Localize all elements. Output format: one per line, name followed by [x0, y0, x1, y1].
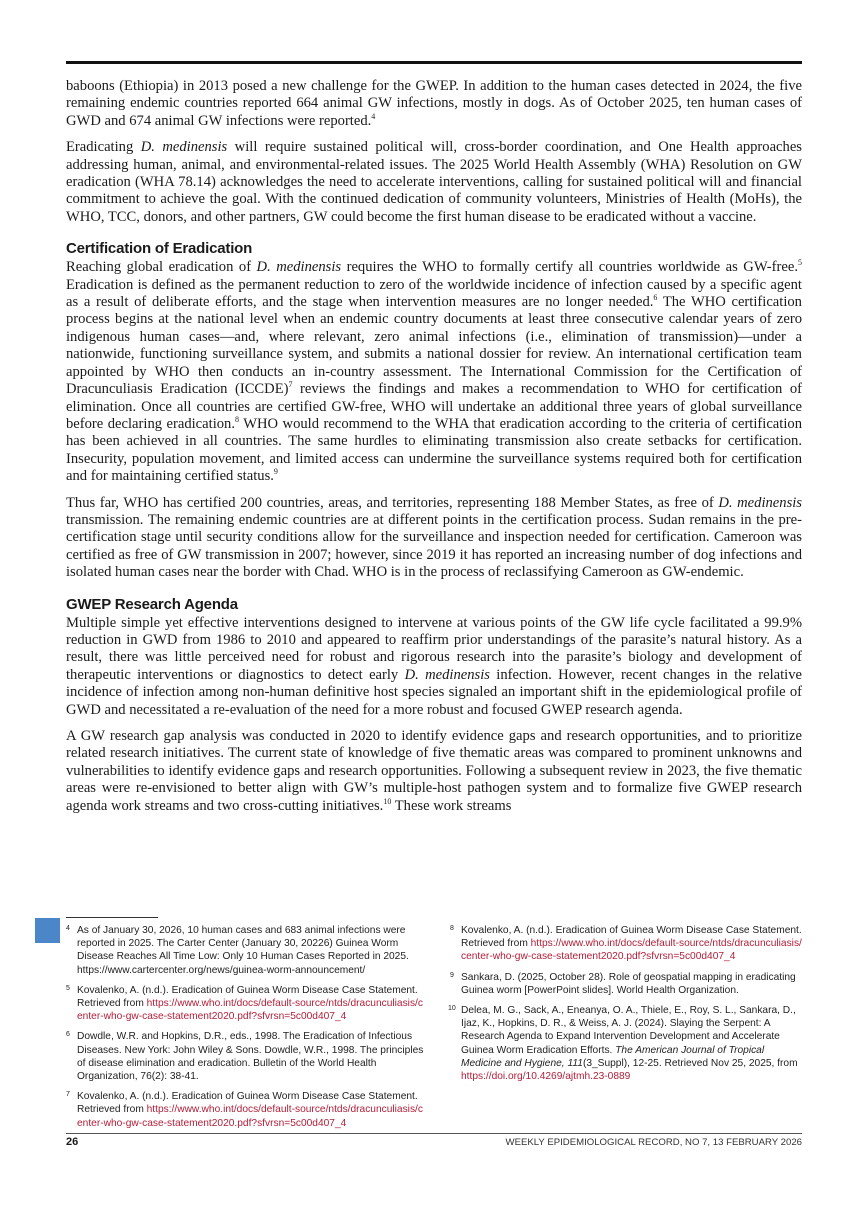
footnote-text: Delea, M. G., Sack, A., Eneanya, O. A., Thiele, E., Roy, S. L., Sankara, D., Ijaz, K., Hopkins, D. R., & Weiss, A. J. (2024). Slaying the Serpent: A Research Agenda to Expand Intervention Development and Accelerate Guinea Worm Eradication Efforts. The American Journal of Tropical Medicine and Hygiene, 111(3_Suppl), 12-25. Retrieved Nov 25, 2025, from https://doi.org/10.4269/ajtmh.23-0889 [461, 1005, 798, 1083]
footnote-ref: 6 [653, 293, 658, 303]
italic-text: The American Journal of Tropical Medicine and Hygiene, 111 [461, 1044, 765, 1069]
italic-text: D. medinensis [256, 259, 342, 276]
footnote-rule [66, 917, 158, 918]
footnote [66, 1090, 426, 1130]
running-title: WEEKLY EPIDEMIOLOGICAL RECORD, NO 7, 13 FEBRUARY 2026 [505, 1137, 802, 1148]
footnote [66, 984, 426, 1024]
reference-link[interactable]: https://www.who.int/docs/default-source/ntds/dracunculiasis/center-who-gw-case-statement2020.pdf?sfvrsn=5c00d407_4 [77, 1104, 423, 1129]
footnote-number: 9 [450, 971, 454, 979]
reference-link[interactable]: https://www.who.int/docs/default-source/ntds/dracunculiasis/center-who-gw-case-statement2020.pdf?sfvrsn=5c00d407_4 [77, 998, 423, 1023]
paragraph: Eradicating D. medinensis will require sustained political will, cross-border coordination, and One Health approaches addressing human, animal, and environmental-related issues. The 2025 World Health Assembly (WHA) Resolution on GW eradication (WHA 78.14) acknowledges the need to accelerate interventions, calling for sustained political will and financial commitment to achieve the goal. With the continued dedication of community volunteers, Ministries of Health (MoHs), the WHO, TCC, donors, and other partners, GW could become the first human disease to be eradicated without a vaccine. [66, 139, 802, 225]
footnotes-right-column [450, 924, 802, 1090]
accent-square [35, 918, 60, 943]
footnote-number: 8 [450, 925, 454, 932]
reference-link[interactable]: https://doi.org/10.4269/ajtmh.23-0889 [461, 1071, 631, 1083]
footnote-ref: 8 [235, 415, 239, 425]
footnote [66, 924, 426, 977]
page-number: 26 [66, 1136, 79, 1148]
footnote-number: 7 [66, 1091, 70, 1099]
paragraph: A GW research gap analysis was conducted in 2020 to identify evidence gaps and research opportunities, and to prioritize related research initiatives. The current state of knowledge of five thematic areas was compared to prominent unknowns and vulnerabilities to identify evidence gaps and research opportunities. Following a subsequent review in 2023, the five thematic areas were re-envisioned to better align with GW’s multiple-host pathogen system and to formalize five GWEP research agenda work streams and two cross-cutting initiatives.$^{10}$ These work streams [66, 728, 802, 814]
footnote-ref: 7 [288, 380, 293, 390]
footnote-ref: 10 [383, 796, 392, 806]
footnote-number: 4 [66, 925, 70, 932]
footnote [450, 971, 802, 997]
section-heading-certification: Certification of Eradication [66, 240, 253, 258]
footnote [450, 924, 802, 964]
footnote-ref: 9 [273, 467, 278, 477]
footnote-text: Kovalenko, A. (n.d.). Eradication of Guinea Worm Disease Case Statement. Retrieved from https://www.who.int/docs/default-source/ntds/dracunculiasis/center-who-gw-case-statement2020.pdf?sfvrsn=5c00d407_4 [461, 925, 802, 963]
footnote-ref: 5 [797, 258, 802, 268]
footer-rule [66, 1133, 802, 1134]
paragraph: Thus far, WHO has certified 200 countries, areas, and territories, representing 188 Member States, as free of D. medinensis transmission. The remaining endemic countries are at different points in the certification process. Sudan remains in the pre-certification stage until security conditions allow for the surveillance and inspection needed for certification. Cameroon was certified as free of GW transmission in 2007; however, since 2019 it has reported an increasing number of dog infections and isolated human cases near the border with Chad. WHO is in the process of reclassifying Cameroon as GW-endemic. [66, 494, 802, 581]
footnote-number: 6 [66, 1031, 70, 1039]
footnote-ref: 4 [371, 111, 376, 121]
footnote [450, 1004, 802, 1083]
footnotes-left-column [66, 924, 426, 1137]
footnote [66, 1030, 426, 1083]
paragraph: Reaching global eradication of D. medinensis requires the WHO to formally certify all countries worldwide as GW-free.$^5$ Eradication is defined as the permanent reduction to zero of the worldwide incidence of infection caused by a specific agent as a result of deliberate efforts, and the stage when intervention measures are no longer needed.$^6$ The WHO certification process begins at the national level when an endemic country documents at least three consecutive calendar years of zero indigenous human cases—and, where relevant, zero animal infections (i.e., elimination of transmission)—under a nationwide, functioning surveillance system, and submits a national dossier for review. An international certification team appointed by WHO then conducts an in-country assessment. The International Commission for the Certification of Dracunculiasis Eradication (ICCDE)$^7$ reviews the findings and makes a recommendation to WHO for certification of elimination. Once all countries are certified GW-free, WHO will undertake an additional three years of global surveillance before declaring eradication.$^8$ WHO would recommend to the WHA that eradication according to the criteria of certification has been achieved in all countries. The same hurdles to eliminating transmission also create setbacks for certification. Insecurity, population movement, and limited access can undermine the surveillance systems required both for certification and for maintaining certified status.$^9$ [66, 258, 803, 485]
footnote-number: 5 [66, 984, 70, 992]
italic-text: D. medinensis [140, 139, 228, 156]
footnote-text: As of January 30, 2026, 10 human cases and 683 animal infections were reported in 2025. The Carter Center (January 30, 20226) Guinea Worm Disease Reaches All Time Low: Only 10 Human Cases Reported in 2025. https://www.cartercenter.org/news/guinea-worm-announcement/ [77, 925, 409, 976]
body-text [66, 78, 802, 824]
footnote-text: Kovalenko, A. (n.d.). Eradication of Guinea Worm Disease Case Statement. Retrieved from https://www.who.int/docs/default-source/ntds/dracunculiasis/center-who-gw-case-statement2020.pdf?sfvrsn=5c00d407_4 [77, 1091, 423, 1129]
paragraph: Multiple simple yet effective interventions designed to intervene at various points of the GW life cycle facilitated a 99.9% reduction in GWD from 1986 to 2010 and appeared to reaffirm prior understandings of the parasite’s natural history. As a result, there was little perceived need for robust and rigorous research into the parasite’s biology and development of therapeutic interventions or diagnostics to detect early D. medinensis infection. However, recent changes in the relative incidence of infection among non-human definitive host species signaled an important shift in the epidemiological profile of GWD and necessitated a re-evaluation of the need for a more robust and focused GWEP research agenda. [66, 614, 802, 718]
footnote-text: Dowdle, W.R. and Hopkins, D.R., eds., 1998. The Eradication of Infectious Diseases. New York: John Wiley & Sons. Dowdle, W.R., 1998. The principles of disease elimination and eradication. Bulletin of the World Health Organization, 76(2): 38-41. [77, 1031, 424, 1083]
reference-link[interactable]: https://www.who.int/docs/default-source/ntds/dracunculiasis/center-who-gw-case-statement2020.pdf?sfvrsn=5c00d407_4 [461, 938, 802, 963]
section-heading-research-agenda: GWEP Research Agenda [66, 595, 238, 613]
footnote-number: 10 [448, 1005, 456, 1013]
italic-text: D. medinensis [404, 666, 490, 683]
footnote-text: Kovalenko, A. (n.d.). Eradication of Guinea Worm Disease Case Statement. Retrieved from https://www.who.int/docs/default-source/ntds/dracunculiasis/center-who-gw-case-statement2020.pdf?sfvrsn=5c00d407_4 [77, 984, 423, 1023]
paragraph: baboons (Ethiopia) in 2013 posed a new challenge for the GWEP. In addition to the human cases detected in 2024, the five remaining endemic countries reported 664 animal GW infections, mostly in dogs. As of October 2025, ten human cases of GWD and 674 animal GW infections were reported.$^4$ [66, 78, 802, 129]
footnote-text: Sankara, D. (2025, October 28). Role of geospatial mapping in eradicating Guinea worm [PowerPoint slides]. World Health Organization. [461, 971, 796, 996]
italic-text: D. medinensis [718, 494, 802, 511]
top-rule [66, 61, 802, 64]
